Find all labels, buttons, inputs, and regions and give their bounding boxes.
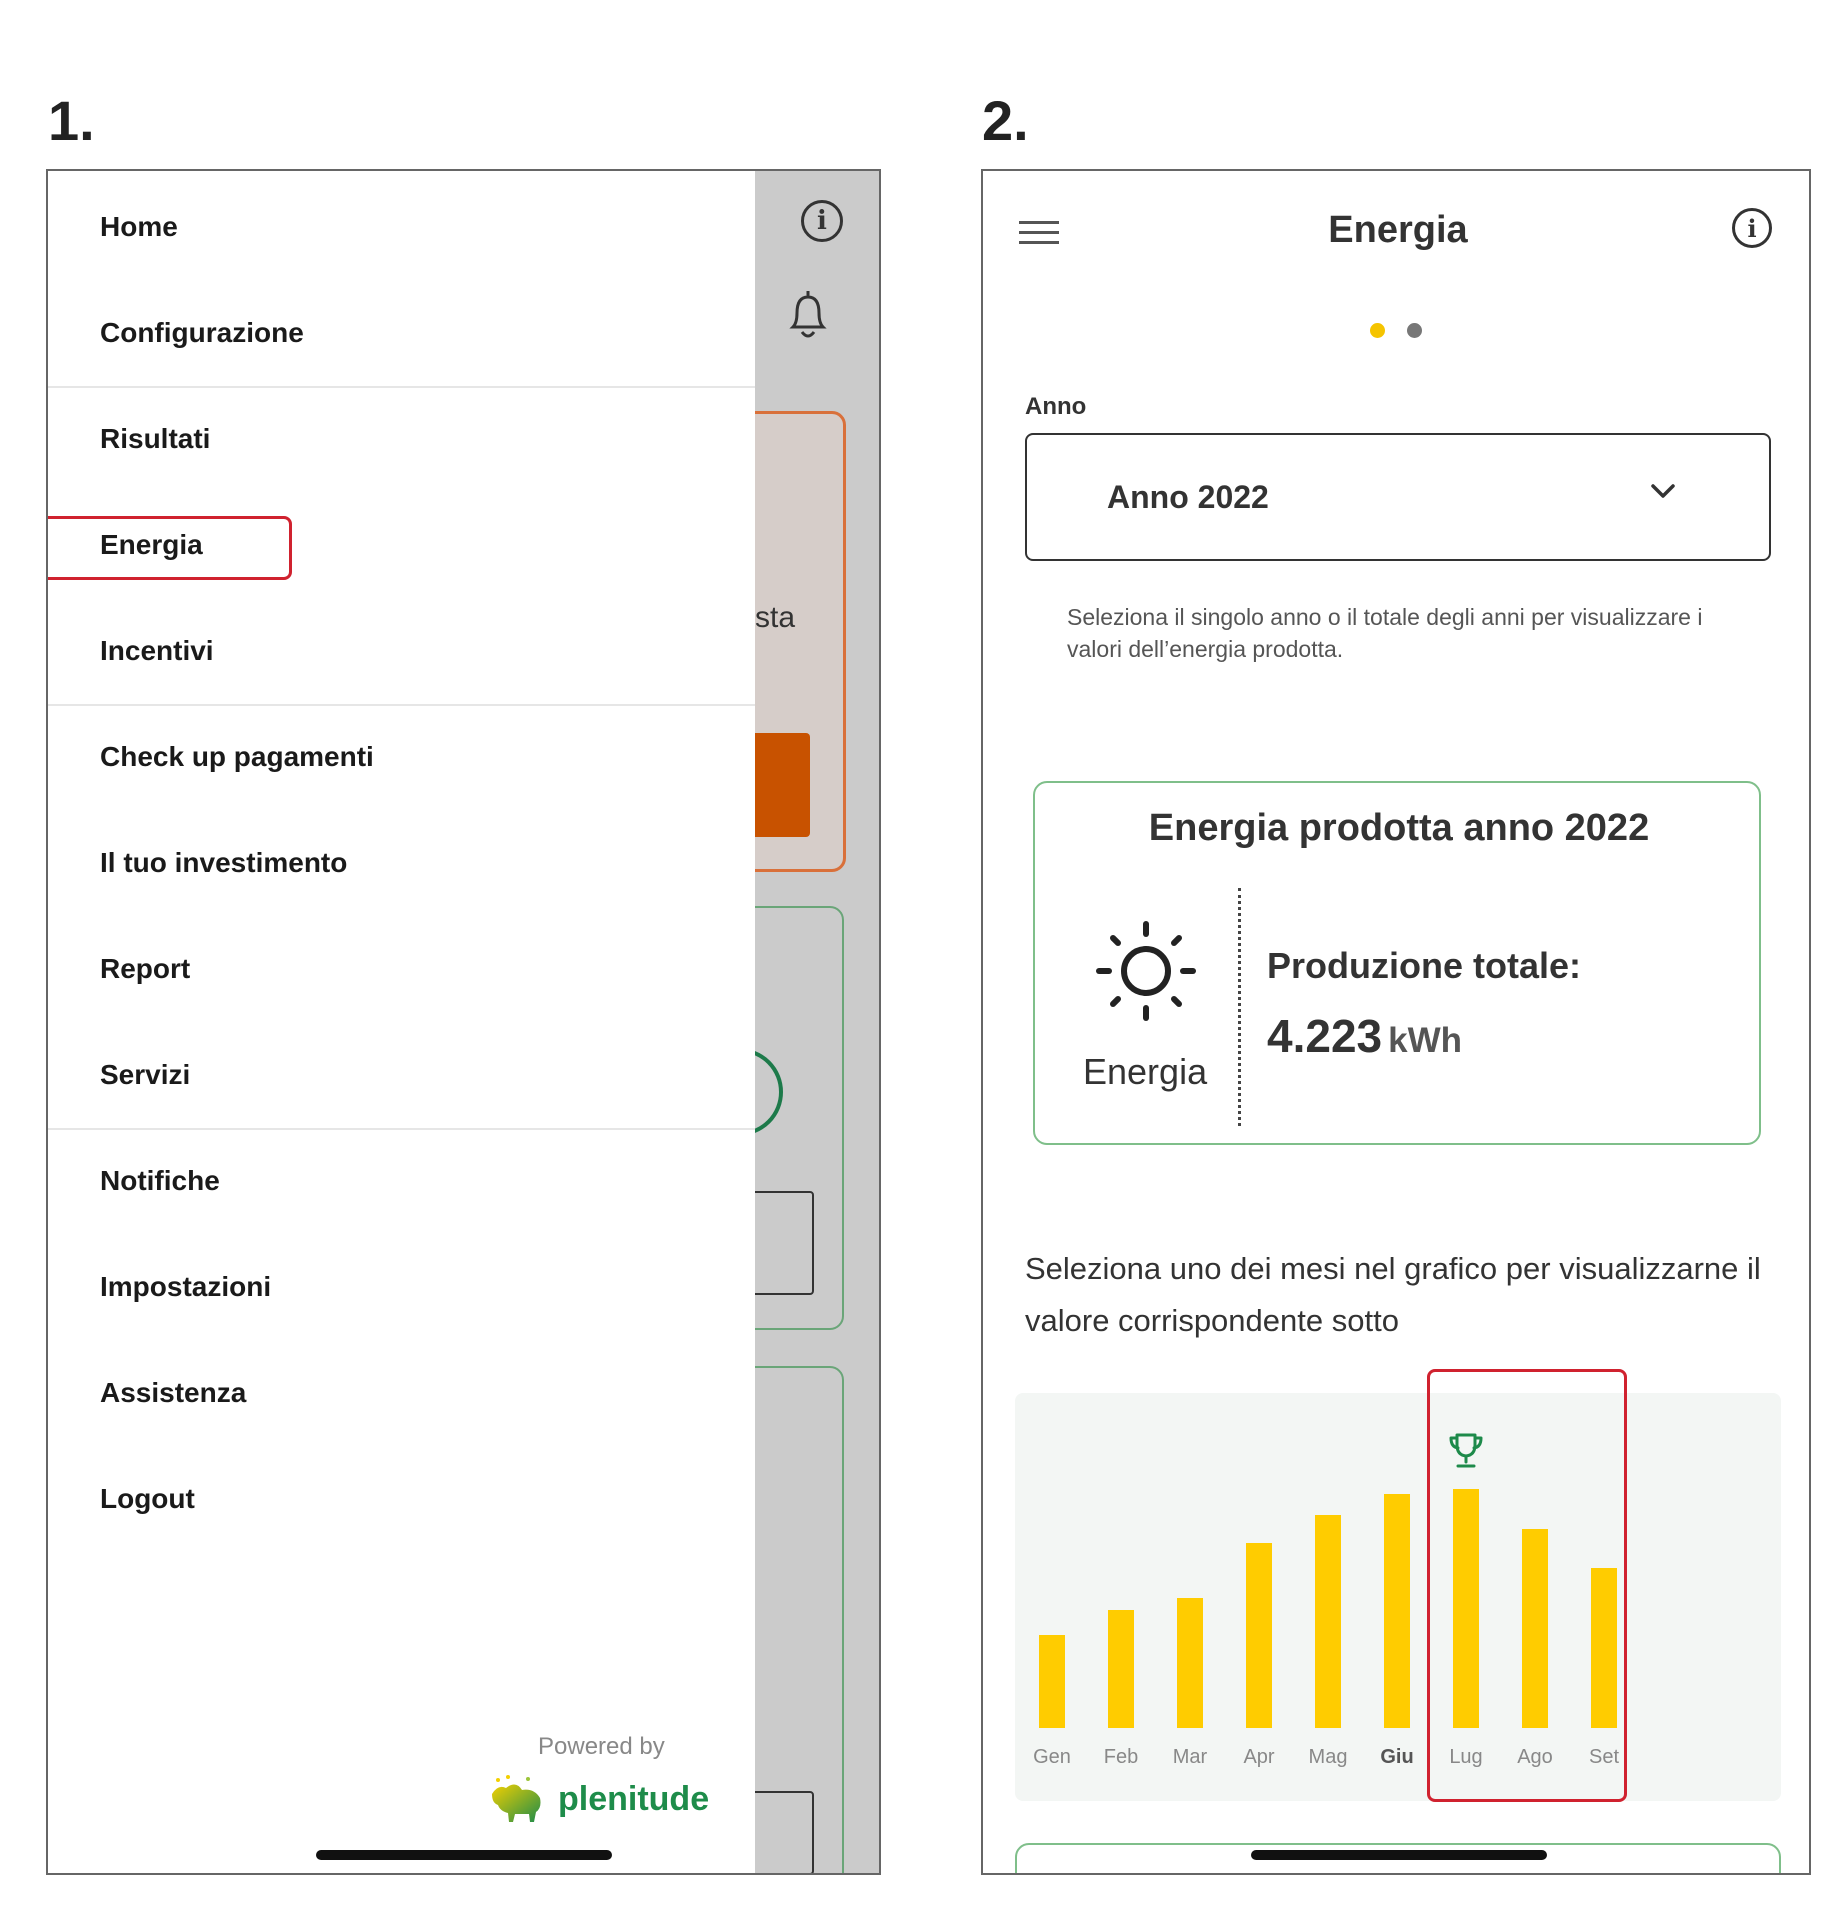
helper-text: Seleziona il singolo anno o il totale degli anni per visualizzare i valori dell’energia prodotta.	[1067, 604, 1703, 662]
menu-item-incentivi[interactable]: Incentivi	[100, 635, 214, 666]
menu-item-assistenza[interactable]: Assistenza	[100, 1377, 247, 1408]
menu-item-check-up-pagamenti[interactable]: Check up pagamenti	[100, 741, 374, 772]
plenitude-logo-icon	[488, 1774, 546, 1824]
chart-bar-mag[interactable]	[1315, 1515, 1341, 1728]
background-partial-text: sta	[755, 601, 796, 634]
background-box	[755, 1191, 814, 1295]
bell-icon	[783, 287, 833, 343]
monthly-bar-chart	[1015, 1393, 1781, 1801]
home-indicator	[316, 1850, 612, 1860]
chart-month-label-ago[interactable]: Ago	[1517, 1746, 1553, 1768]
chart-bar-gen[interactable]	[1039, 1635, 1065, 1728]
chart-bar-apr[interactable]	[1246, 1543, 1272, 1728]
chart-month-label-apr[interactable]: Apr	[1243, 1746, 1275, 1768]
background-app	[755, 171, 879, 1873]
chart-bar-giu[interactable]	[1384, 1494, 1410, 1728]
menu-item-il-tuo-investimento[interactable]: Il tuo investimento	[100, 847, 348, 878]
menu-item-servizi[interactable]: Servizi	[100, 1059, 191, 1090]
highlight-box-energia	[46, 516, 292, 580]
info-icon: i	[801, 200, 843, 242]
menu-item-report[interactable]: Report	[100, 953, 191, 984]
chart-month-label-feb[interactable]: Feb	[1103, 1746, 1139, 1768]
vertical-divider	[1238, 888, 1241, 1126]
screen-energia	[981, 169, 1811, 1875]
powered-by-label: Powered by	[538, 1733, 665, 1760]
total-production-value	[1267, 1009, 1462, 1063]
total-production-label: Produzione totale:	[1267, 945, 1581, 986]
menu-divider	[48, 1128, 755, 1130]
pager-dot[interactable]	[1407, 323, 1422, 338]
screen-menu	[46, 169, 881, 1875]
sun-icon	[1093, 918, 1199, 1024]
chart-intro-text: Seleziona uno dei mesi nel grafico per visualizzarne il valore corrispondente sotto	[1025, 1251, 1761, 1338]
chart-month-label-mag[interactable]: Mag	[1308, 1746, 1348, 1768]
chart-month-label-lug[interactable]: Lug	[1449, 1746, 1483, 1768]
plenitude-logo	[488, 1774, 709, 1824]
summary-icon-label: Energia	[1083, 1051, 1208, 1092]
chevron-down-icon	[1649, 481, 1677, 501]
background-button	[755, 733, 810, 837]
chart-bar-feb[interactable]	[1108, 1610, 1134, 1728]
highlight-box-selected-months	[1427, 1369, 1627, 1802]
page-title: Energia	[1328, 209, 1468, 251]
menu-item-notifiche[interactable]: Notifiche	[100, 1165, 220, 1196]
year-select-value: Anno 2022	[1107, 479, 1269, 515]
chart-bar-mar[interactable]	[1177, 1598, 1203, 1728]
menu-item-risultati[interactable]: Risultati	[100, 423, 211, 454]
total-value-unit: kWh	[1388, 1021, 1463, 1060]
year-select[interactable]	[1025, 433, 1771, 561]
chart-month-label-set[interactable]: Set	[1588, 1746, 1620, 1768]
menu-divider	[48, 704, 755, 706]
pager-dot-active[interactable]	[1370, 323, 1385, 338]
menu-item-impostazioni[interactable]: Impostazioni	[100, 1271, 272, 1302]
step-label-1: 1.	[48, 89, 95, 152]
home-indicator	[1251, 1850, 1547, 1860]
chart-month-label-gen[interactable]: Gen	[1033, 1746, 1071, 1768]
side-menu	[48, 171, 755, 1873]
chart-month-label-giu[interactable]: Giu	[1380, 1746, 1414, 1768]
menu-item-logout[interactable]: Logout	[100, 1483, 195, 1514]
step-label-2: 2.	[982, 89, 1029, 152]
info-icon[interactable]: i	[1732, 208, 1772, 248]
energy-summary-card	[1033, 781, 1761, 1145]
summary-card-title: Energia prodotta anno 2022	[1148, 807, 1650, 849]
menu-item-configurazione[interactable]: Configurazione	[100, 317, 304, 348]
menu-divider	[48, 386, 755, 388]
total-value-number: 4.223	[1267, 1010, 1383, 1062]
background-box	[755, 1791, 814, 1873]
plenitude-brand-name: plenitude	[558, 1779, 710, 1818]
year-select-label: Anno	[1025, 393, 1087, 420]
menu-item-home[interactable]: Home	[100, 211, 178, 242]
menu-item-energia[interactable]: Energia	[100, 529, 203, 560]
chart-month-label-mar[interactable]: Mar	[1172, 1746, 1208, 1768]
